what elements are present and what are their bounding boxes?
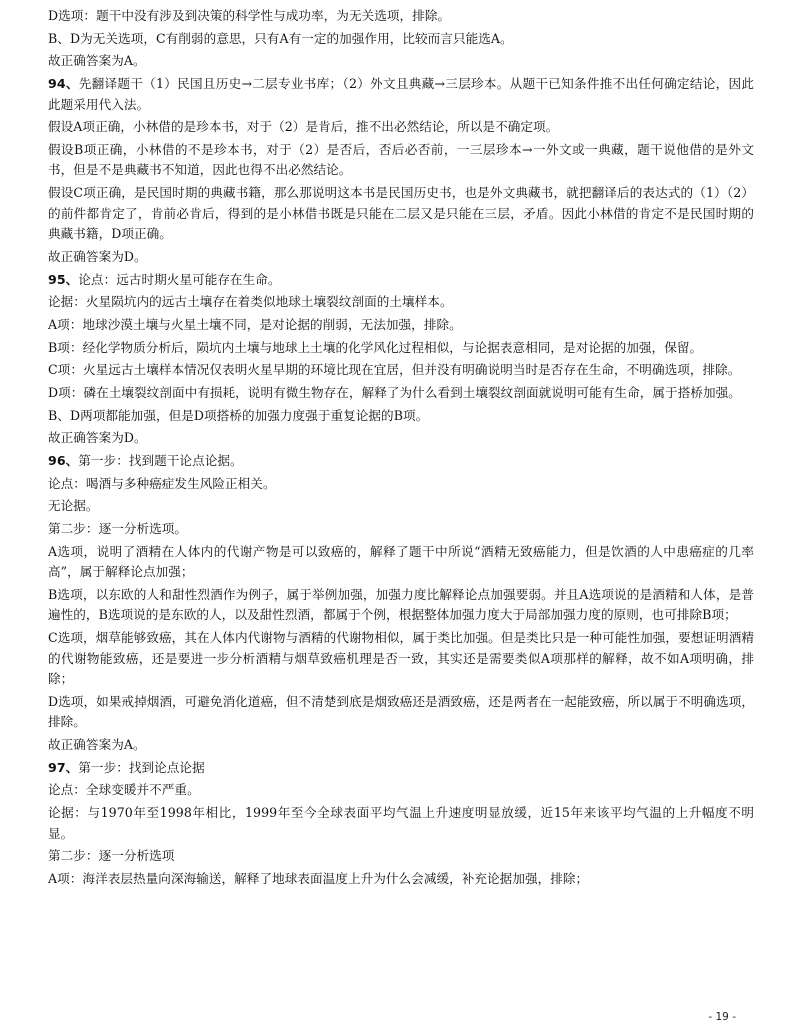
- paragraph: [48, 451, 754, 472]
- paragraph: [48, 758, 754, 779]
- paragraph: [48, 140, 754, 181]
- document-body: [48, 6, 754, 892]
- paragraph-text: D选项，如果戒掉烟酒，可避免消化道癌，但不清楚到底是烟致癌还是酒致癌，还是两者在一起能致癌，所以属于不明确选项，排除。: [48, 693, 754, 730]
- question-number: 94、: [48, 76, 79, 92]
- paragraph: [48, 406, 754, 427]
- paragraph-text: B选项，以东欧的人和甜性烈酒作为例子，属于举例加强，加强力度比解释论点加强要弱。并且A选项说的是酒精和人体，是普遍性的，B选项说的是东欧的人，以及甜性烈酒，都属于个例，根据整体加强力度大于局部加强力度的原则，也可排除B项；: [48, 586, 754, 623]
- paragraph: [48, 803, 754, 844]
- paragraph-text: D项：磷在土壤裂纹剖面中有损耗，说明有微生物存在，解释了为什么看到土壤裂纹剖面就说明可能有生命，属于搭桥加强。: [48, 384, 741, 400]
- paragraph-text: C项：火星远古土壤样本情况仅表明火星早期的环境比现在宜居，但并没有明确说明当时是否存在生命，不明确选项，排除。: [48, 362, 741, 378]
- paragraph-text: 论点：喝酒与多种癌症发生风险正相关。: [48, 475, 276, 491]
- question-number: 95、: [48, 271, 79, 287]
- paragraph: [48, 360, 754, 381]
- paragraph: [48, 628, 754, 690]
- paragraph-text: A选项，说明了酒精在人体内的代谢产物是可以致癌的，解释了题干中所说“酒精无致癌能力，但是饮酒的人中患癌症的几率高”，属于解释论点加强；: [48, 543, 754, 580]
- paragraph-text: 论点：全球变暖并不严重。: [48, 782, 200, 798]
- paragraph: [48, 846, 754, 867]
- paragraph: [48, 542, 754, 583]
- paragraph: [48, 585, 754, 626]
- paragraph: [48, 474, 754, 495]
- paragraph-text: 假设A项正确，小林借的是珍本书，对于（2）是肯后，推不出必然结论，所以是不确定项。: [48, 119, 559, 135]
- paragraph-text: 论据：与1970年至1998年相比，1999年至今全球表面平均气温上升速度明显放缓，近15年来该平均气温的上升幅度不明显。: [48, 805, 754, 841]
- paragraph-text: C选项，烟草能够致癌，其在人体内代谢物与酒精的代谢物相似，属于类比加强。但是类比只是一种可能性加强，要想证明酒精的代谢物能致癌，还是要进一步分析酒精与烟草致癌机理是否一致，其实还是需要类似A项那样的解释，故不如A项明确，排除；: [48, 630, 754, 687]
- paragraph-text: 论点：远古时期火星可能存在生命。: [78, 271, 281, 287]
- paragraph: [48, 51, 754, 72]
- paragraph: [48, 29, 754, 50]
- paragraph: [48, 383, 754, 404]
- paragraph-text: B、D两项都能加强，但是D项搭桥的加强力度强于重复论据的B项。: [48, 407, 429, 423]
- paragraph: [48, 74, 754, 115]
- paragraph-text: 第二步：逐一分析选项。: [48, 521, 188, 537]
- paragraph-text: A项：海洋表层热量向深海输送，解释了地球表面温度上升为什么会减缓，补充论据加强，排除；: [48, 870, 589, 886]
- paragraph-text: B项：经化学物质分析后，陨坑内土壤与地球上土壤的化学风化过程相似，与论据表意相同，是对论据的加强，保留。: [48, 339, 703, 355]
- paragraph: [48, 519, 754, 540]
- paragraph-text: B、D为无关选项，C有削弱的意思，只有A有一定的加强作用，比较而言只能选A。: [48, 30, 513, 46]
- paragraph-text: D选项：题干中没有涉及到决策的科学性与成功率，为无关选项，排除。: [48, 8, 451, 23]
- paragraph-text: 论据：火星陨坑内的远古土壤存在着类似地球土壤裂纹剖面的土壤样本。: [48, 294, 453, 310]
- paragraph: [48, 315, 754, 336]
- paragraph-text: 假设C项正确，是民国时期的典藏书籍，那么那说明这本书是民国历史书，也是外文典藏书，就把翻译后的表达式的（1）（2）的前件都肯定了，肯前必肯后，得到的是小林借书既是只能在二层又是只能在三层，矛盾。因此小林借的肯定不是民国时期的典藏书籍，D项正确。: [48, 185, 754, 242]
- paragraph-text: 第二步：逐一分析选项: [48, 848, 175, 864]
- paragraph-text: 第一步：找到题干论点论据。: [78, 453, 243, 468]
- question-number: 97、: [48, 759, 79, 775]
- paragraph-text: 故正确答案为A。: [48, 737, 146, 752]
- question-number: 96、: [48, 453, 79, 468]
- paragraph: [48, 117, 754, 138]
- paragraph: [48, 247, 754, 268]
- paragraph-text: 假设B项正确，小林借的不是珍本书，对于（2）是否后，否后必否前，一三层珍本→一外文或一典藏，题干说他借的是外文书，但是不是典藏书不知道，因此也得不出必然结论。: [48, 141, 754, 178]
- paragraph: [48, 496, 754, 517]
- paragraph: [48, 780, 754, 801]
- paragraph: [48, 428, 754, 449]
- paragraph-text: 无论据。: [48, 498, 99, 514]
- paragraph-text: 故正确答案为D。: [48, 248, 147, 264]
- paragraph: [48, 6, 754, 27]
- paragraph-text: 先翻译题干（1）民国且历史→二层专业书库；（2）外文且典藏→三层珍本。从题干已知条件推不出任何确定结论，因此此题采用代入法。: [48, 76, 754, 112]
- paragraph: [48, 735, 754, 756]
- paragraph: [48, 692, 754, 733]
- paragraph-text: A项：地球沙漠土壤与火星土壤不同，是对论据的削弱，无法加强，排除。: [48, 316, 462, 332]
- paragraph: [48, 869, 754, 890]
- paragraph: [48, 183, 754, 245]
- paragraph-text: 故正确答案为D。: [48, 430, 147, 446]
- paragraph: [48, 292, 754, 313]
- paragraph-text: 第一步：找到论点论据: [78, 759, 205, 775]
- paragraph: [48, 270, 754, 291]
- page-number: - 19 -: [708, 1011, 736, 1023]
- paragraph-text: 故正确答案为A。: [48, 53, 146, 69]
- paragraph: [48, 338, 754, 359]
